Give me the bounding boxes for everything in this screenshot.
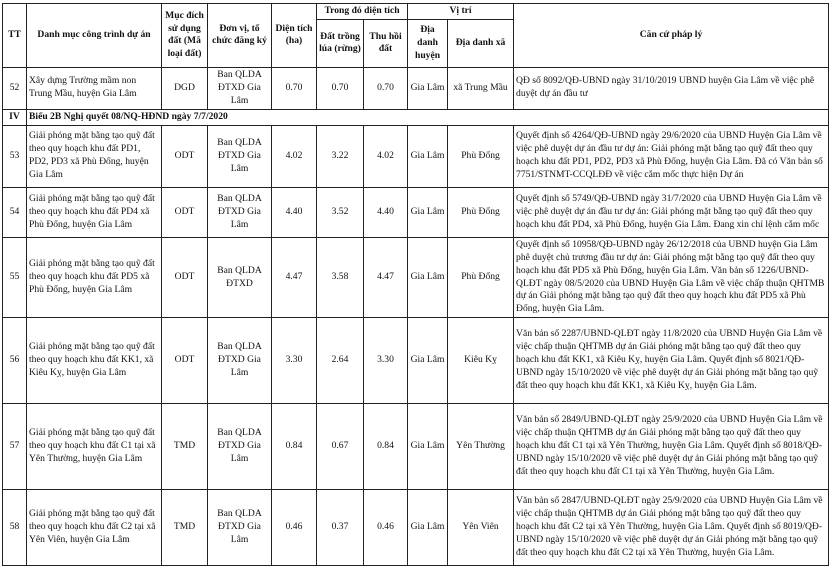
row-purpose: DGD [162, 67, 208, 109]
row-purpose: ODT [162, 125, 208, 187]
row-rice: 3.22 [317, 125, 364, 187]
row-district: Gia Lâm [408, 490, 448, 566]
row-legal: Quyết định số 10958/QĐ-UBND ngày 26/12/2018 của UBND huyện Gia Lâm phê duyệt chủ trương đầu tư dự án: Giải phóng mặt bằng tạo quỹ đất theo quy hoạch khu đất PD5 xã Phù Đổng, huyện Gia Lâm. Văn bản số 1226/UBND-QLĐT ngày 08/5/2020 của UBND Huyện Gia Lâm về việc chấp thuận QHTMB dự án Giải phóng mặt bằng tạo quỹ đất theo quy hoạch khu đất PD5 xã Phù Đổng, huyện Gia Lâm. [514, 237, 829, 318]
row-unit: Ban QLDA ĐTXD Gia Lâm [208, 404, 272, 490]
row-district: Gia Lâm [408, 67, 448, 109]
row-project-name: Giải phóng mặt bằng tạo quỹ đất theo quy hoạch khu đất PD4 xã Phù Đổng, huyện Gia Lâm [27, 187, 162, 237]
row-unit: Ban QLDA ĐTXD Gia Lâm [208, 318, 272, 404]
row-recovered: 0.46 [364, 490, 408, 566]
table-row [3, 404, 829, 490]
row-tt: 52 [3, 67, 27, 109]
row-legal: Văn bản số 2847/UBND-QLĐT ngày 25/9/2020 của UBND Huyện Gia Lâm về việc chấp thuận QHTMB dự án Giải phóng mặt bằng tạo quỹ đất theo quy hoạch khu đất C2 tại xã Yên Thường, huyện Gia Lâm. Quyết định số 8019/QĐ-UBND ngày 15/10/2020 về việc phê duyệt dự án Giải phóng mặt bằng tạo quỹ đất theo quy hoạch khu đất C2 tại xã Yên Thường, huyện Gia Lâm. [514, 490, 829, 566]
row-district: Gia Lâm [408, 318, 448, 404]
row-tt: 55 [3, 237, 27, 318]
table-row [3, 67, 829, 109]
row-recovered: 0.84 [364, 404, 408, 490]
row-project-name: Giải phóng mặt bằng tạo quỹ đất theo quy hoạch khu đất C1 tại xã Yên Thường, huyện Gia Lâm [27, 404, 162, 490]
row-tt: 53 [3, 125, 27, 187]
row-commune: Yên Thường [448, 404, 514, 490]
row-area: 4.40 [272, 187, 317, 237]
row-recovered: 3.30 [364, 318, 408, 404]
row-unit: Ban QLDA ĐTXD Gia Lâm [208, 187, 272, 237]
header-area: Diện tích (ha) [272, 4, 317, 68]
header-purpose: Mục đích sử dụng đất (Mã loại đất) [162, 4, 208, 68]
row-commune: Yên Viên [448, 490, 514, 566]
section-number: IV [3, 109, 27, 125]
row-area: 4.02 [272, 125, 317, 187]
row-unit: Ban QLDA ĐTXD Gia Lâm [208, 67, 272, 109]
row-rice: 0.67 [317, 404, 364, 490]
row-commune: Phù Đổng [448, 187, 514, 237]
header-location: Vị trí [408, 4, 514, 20]
row-unit: Ban QLDA ĐTXD Gia Lâm [208, 125, 272, 187]
table-row [3, 125, 829, 187]
row-commune: Kiêu Kỵ [448, 318, 514, 404]
row-area: 0.84 [272, 404, 317, 490]
row-recovered: 4.02 [364, 125, 408, 187]
row-recovered: 4.40 [364, 187, 408, 237]
header-project-list: Danh mục công trình dự án [27, 4, 162, 68]
row-project-name: Giải phóng mặt bằng tạo quỹ đất theo quy hoạch khu đất PD1, PD2, PD3 xã Phù Đổng, huyện Gia Lâm [27, 125, 162, 187]
row-legal: Quyết định số 5749/QĐ-UBND ngày 31/7/2020 của UBND Huyện Gia Lâm về việc phê duyệt dự án đầu tư dự án: Giải phóng mặt bằng tạo quỹ đất theo quy hoạch khu đất PD4, xã Phù Đổng, huyện Gia Lâm. Đang xin chỉ lệnh cắm mốc [514, 187, 829, 237]
row-district: Gia Lâm [408, 187, 448, 237]
table-row [3, 490, 829, 566]
row-rice: 2.64 [317, 318, 364, 404]
row-legal: Quyết định số 4264/QĐ-UBND ngày 29/6/2020 của UBND Huyện Gia Lâm về việc phê duyệt dự án đầu tư dự án: Giải phóng mặt bằng tạo quỹ đất theo quy hoạch khu đất PD1, PD2, PD3 xã Phù Đổng, huyện Gia Lâm. Đã có Văn bản số 7751/STNMT-CCQLĐĐ về việc cắm mốc thực hiện Dự án [514, 125, 829, 187]
row-area: 0.46 [272, 490, 317, 566]
header-legal: Căn cứ pháp lý [514, 4, 829, 68]
row-project-name: Giải phóng mặt bằng tạo quỹ đất theo quy hoạch khu đất C2 tại xã Yên Viên, huyện Gia Lâm [27, 490, 162, 566]
table-row [3, 318, 829, 404]
row-legal: QĐ số 8092/QĐ-UBND ngày 31/10/2019 UBND huyện Gia Lâm về việc phê duyệt dự án đầu tư [514, 67, 829, 109]
row-district: Gia Lâm [408, 125, 448, 187]
header-recovered: Thu hồi đất [364, 19, 408, 67]
header-commune: Địa danh xã [448, 19, 514, 67]
row-rice: 0.37 [317, 490, 364, 566]
table-row [3, 187, 829, 237]
row-tt: 56 [3, 318, 27, 404]
row-tt: 57 [3, 404, 27, 490]
header-district: Địa danh huyện [408, 19, 448, 67]
row-purpose: TMD [162, 490, 208, 566]
row-project-name: Giải phóng mặt bằng tạo quỹ đất theo quy hoạch khu đất KK1, xã Kiêu Kỵ, huyện Gia Lâm [27, 318, 162, 404]
row-area: 3.30 [272, 318, 317, 404]
row-purpose: ODT [162, 187, 208, 237]
row-unit: Ban QLDA ĐTXD [208, 237, 272, 318]
row-district: Gia Lâm [408, 404, 448, 490]
header-unit: Đơn vị, tổ chức đăng ký [208, 4, 272, 68]
header-tt: TT [3, 4, 27, 68]
land-use-table [2, 3, 829, 566]
row-legal: Văn bản số 2287/UBND-QLĐT ngày 11/8/2020 của UBND Huyện Gia Lâm về việc chấp thuận QHTMB dự án Giải phóng mặt bằng tạo quỹ đất theo quy hoạch khu đất KK1, xã Kiêu Kỵ, huyện Gia Lâm. Quyết định số 8021/QĐ-UBND ngày 15/10/2020 về việc phê duyệt dự án Giải phóng mặt bằng tạo quỹ đất theo quy hoạch khu đất KK1, xã Kiêu Kỵ, huyện Gia Lâm. [514, 318, 829, 404]
row-rice: 0.70 [317, 67, 364, 109]
row-recovered: 4.47 [364, 237, 408, 318]
row-tt: 58 [3, 490, 27, 566]
row-commune: xã Trung Mầu [448, 67, 514, 109]
row-project-name: Xây dựng Trường mầm non Trung Mầu, huyện Gia Lâm [27, 67, 162, 109]
header-rice-land: Đất trồng lúa (rừng) [317, 19, 364, 67]
row-project-name: Giải phóng mặt bằng tạo quỹ đất theo quy hoạch khu đất PD5 xã Phù Đổng, huyện Gia Lâm [27, 237, 162, 318]
row-recovered: 0.70 [364, 67, 408, 109]
row-commune: Phù Đổng [448, 237, 514, 318]
row-rice: 3.52 [317, 187, 364, 237]
row-purpose: ODT [162, 237, 208, 318]
row-area: 0.70 [272, 67, 317, 109]
row-district: Gia Lâm [408, 237, 448, 318]
row-purpose: ODT [162, 318, 208, 404]
section-title: Biểu 2B Nghị quyết 08/NQ-HĐND ngày 7/7/2020 [27, 109, 829, 125]
header-of-which: Trong đó diện tích [317, 4, 408, 20]
row-commune: Phù Đổng [448, 125, 514, 187]
row-unit: Ban QLDA ĐTXD Gia Lâm [208, 490, 272, 566]
row-area: 4.47 [272, 237, 317, 318]
row-legal: Văn bản số 2849/UBND-QLĐT ngày 25/9/2020 của UBND Huyện Gia Lâm về việc chấp thuận QHTMB dự án Giải phóng mặt bằng tạo quỹ đất theo quy hoạch khu đất C1 tại xã Yên Thường, huyện Gia Lâm. Quyết định số 8018/QĐ-UBND ngày 15/10/2020 về việc phê duyệt dự án Giải phóng mặt bằng tạo quỹ đất theo quy hoạch khu đất C1 tại xã Yên Thường, huyện Gia Lâm. [514, 404, 829, 490]
row-tt: 54 [3, 187, 27, 237]
row-rice: 3.58 [317, 237, 364, 318]
section-row [3, 109, 829, 125]
table-row [3, 237, 829, 318]
row-purpose: TMD [162, 404, 208, 490]
